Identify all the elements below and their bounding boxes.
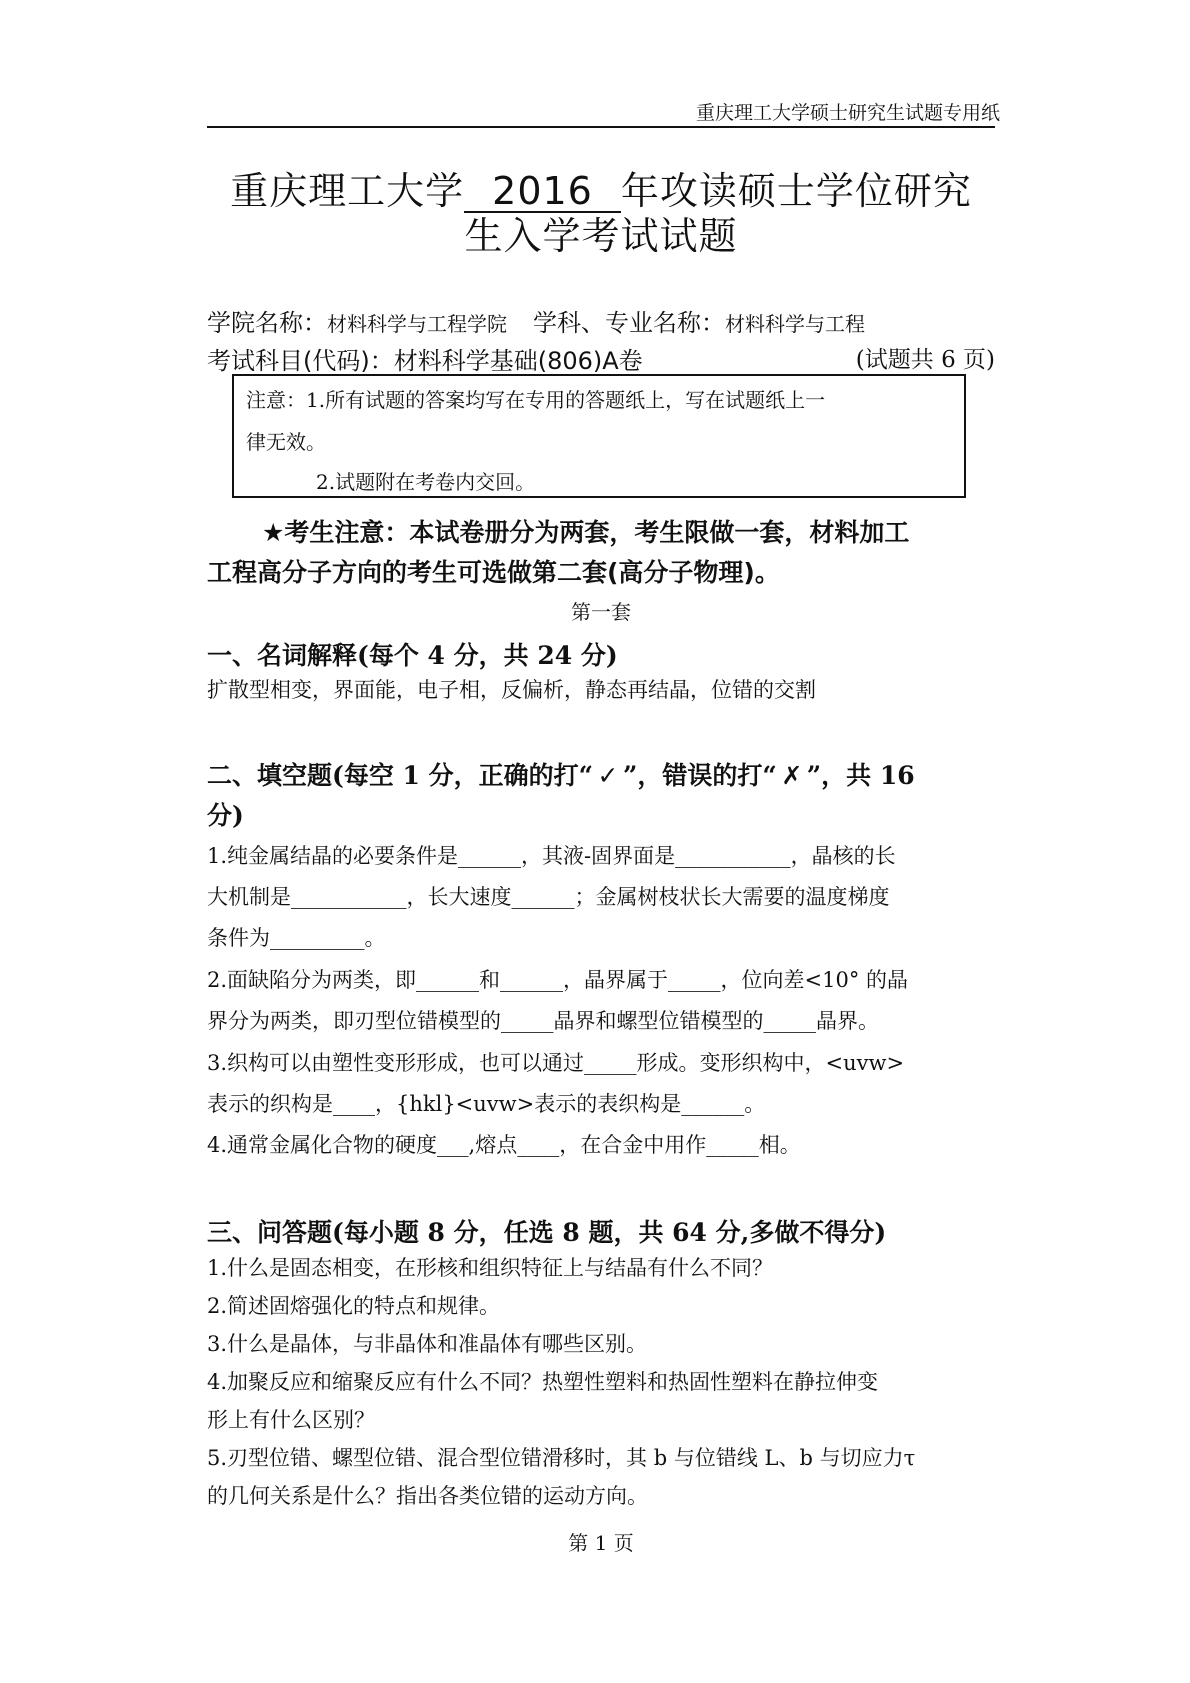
title-prefix: 重庆理工大学 bbox=[230, 169, 465, 213]
section2-title: 二、填空题 bbox=[207, 761, 333, 790]
section2-line: 3.织构可以由塑性变形形成，也可以通过_____形成。变形织构中，<uvw> bbox=[207, 1051, 905, 1075]
candidate-notice-line1 bbox=[262, 513, 909, 549]
section3-line: 3.什么是晶体，与非晶体和准晶体有哪些区别。 bbox=[207, 1332, 648, 1356]
section2-line: 1.纯金属结晶的必要条件是______，其液-固界面是___________，晶核的长 bbox=[207, 844, 896, 868]
section2-score-b: ”，错误的打“ bbox=[623, 761, 777, 790]
notice-line-3: 2.试题附在考卷内交回。 bbox=[316, 470, 536, 494]
section2-heading bbox=[207, 756, 915, 792]
section2-heading-cont bbox=[207, 796, 244, 832]
star-icon: ★ bbox=[262, 518, 285, 547]
section1-title: 一、名词解释 bbox=[207, 641, 358, 670]
header-rule bbox=[207, 126, 995, 128]
exam-title-line2: 生入学考试试题 bbox=[464, 214, 738, 258]
section1-heading bbox=[207, 636, 618, 672]
section1-score: (每个 4 分，共 24 分) bbox=[357, 641, 618, 670]
major-value: 材料科学与工程 bbox=[725, 312, 865, 336]
page-number: 第 1 页 bbox=[568, 1531, 634, 1555]
section3-line: 4.加聚反应和缩聚反应有什么不同？热塑性塑料和热固性塑料在静拉伸变 bbox=[207, 1370, 879, 1394]
college-value: 材料科学与工程学院 bbox=[327, 312, 507, 336]
candidate-notice-text1: 考生注意：本试卷册分为两套，考生限做一套，材料加工 bbox=[284, 518, 910, 547]
check-icon: ✓ bbox=[597, 761, 619, 790]
section3-line: 的几何关系是什么？指出各类位错的运动方向。 bbox=[207, 1484, 648, 1508]
candidate-notice-line2: 工程高分子方向的考生可选做第二套(高分子物理)。 bbox=[207, 558, 780, 587]
section1-content: 扩散型相变，界面能，电子相，反偏析，静态再结晶，位错的交割 bbox=[207, 678, 816, 702]
notice-box bbox=[232, 374, 966, 498]
section3-title: 三、问答题 bbox=[207, 1218, 333, 1247]
notice-line-2: 律无效。 bbox=[246, 430, 326, 454]
major-key: 学科、专业名称： bbox=[533, 309, 725, 337]
subject-key: 考试科目(代码)： bbox=[207, 347, 394, 375]
subject-info bbox=[207, 341, 995, 376]
college-key: 学院名称： bbox=[207, 309, 327, 337]
college-info bbox=[207, 303, 995, 338]
section3-heading bbox=[207, 1213, 886, 1249]
section3-score: (每小题 8 分，任选 8 题，共 64 分,多做不得分) bbox=[332, 1218, 887, 1247]
header-label: 重庆理工大学硕士研究生试题专用纸 bbox=[695, 102, 1000, 124]
title-year: 2016 bbox=[464, 171, 621, 213]
section3-line: 1.什么是固态相变，在形核和组织特征上与结晶有什么不同？ bbox=[207, 1256, 774, 1280]
section2-line: 条件为_________。 bbox=[207, 926, 386, 950]
set-title: 第一套 bbox=[571, 600, 631, 624]
section3-line: 5.刃型位错、螺型位错、混合型位错滑移时，其 b 与位错线 L、b 与切应力τ bbox=[207, 1446, 916, 1470]
section2-line: 4.通常金属化合物的硬度___,熔点____，在合金中用作_____相。 bbox=[207, 1133, 801, 1157]
notice-line-1: 注意：1.所有试题的答案均写在专用的答题纸上，写在试题纸上一 bbox=[246, 388, 826, 412]
subject-value: 材料科学基础(806)A卷 bbox=[393, 347, 643, 375]
section2-score-d: 分) bbox=[207, 801, 244, 830]
section3-line: 2.简述固熔强化的特点和规律。 bbox=[207, 1294, 501, 1318]
section3-line: 形上有什么区别？ bbox=[207, 1408, 375, 1432]
section2-score-a: (每空 1 分，正确的打“ bbox=[332, 761, 594, 790]
title-suffix: 年攻读硕士学位研究 bbox=[620, 169, 972, 213]
section2-line: 界分为两类，即刃型位错模型的_____晶界和螺型位错模型的_____晶界。 bbox=[207, 1009, 879, 1033]
section2-line: 表示的织构是____，{hkl}<uvw>表示的表织构是______。 bbox=[207, 1092, 766, 1116]
cross-icon: ✗ bbox=[781, 761, 803, 790]
section2-score-c: ”，共 16 bbox=[806, 761, 915, 790]
page-count: (试题共 6 页) bbox=[855, 347, 995, 373]
section2-line: 大机制是___________，长大速度______；金属树枝状长大需要的温度梯度 bbox=[207, 885, 890, 909]
section2-line: 2.面缺陷分为两类，即______和______，晶界属于_____，位向差<10° 的晶 bbox=[207, 968, 909, 992]
